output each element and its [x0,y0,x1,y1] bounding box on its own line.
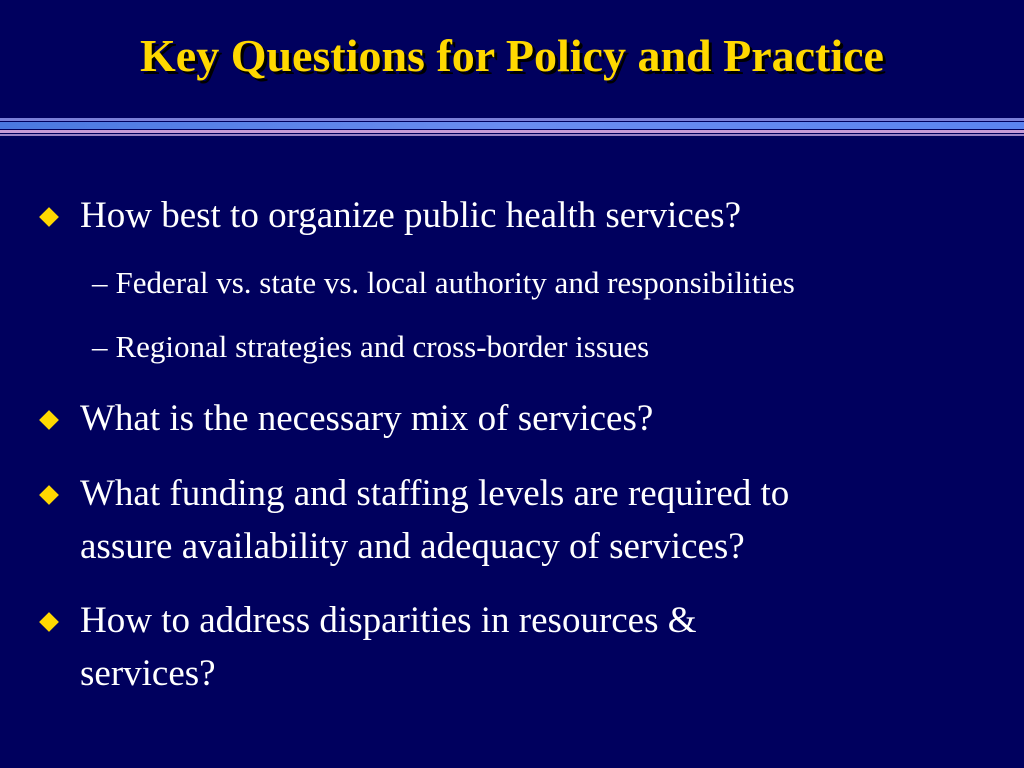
sub-item-1-1 [92,263,1012,303]
sub-item-text: Regional strategies and cross-border issues [115,329,650,364]
sub-item-1-2 [92,327,1012,367]
diamond-bullet-icon [39,207,59,227]
dash-marker: – [92,265,108,300]
bullet-item-4-line-1: How to address disparities in resources & [80,600,697,641]
diamond-bullet-icon [39,410,59,430]
bullet-item-3-line-1: What funding and staffing levels are required to [80,473,790,514]
diamond-bullet-icon [39,612,59,632]
sub-item-text: Federal vs. state vs. local authority and responsibilities [115,265,795,300]
diamond-bullet-icon [39,485,59,505]
bullet-item-4-line-2: services? [80,653,216,694]
slide-title: Key Questions for Policy and Practice [140,30,884,81]
bullet-item-3-line-2: assure availability and adequacy of services? [80,526,745,567]
bullet-item-2: What is the necessary mix of services? [80,398,654,439]
dash-marker: – [92,329,108,364]
bullet-item-1: How best to organize public health services? [80,195,741,236]
